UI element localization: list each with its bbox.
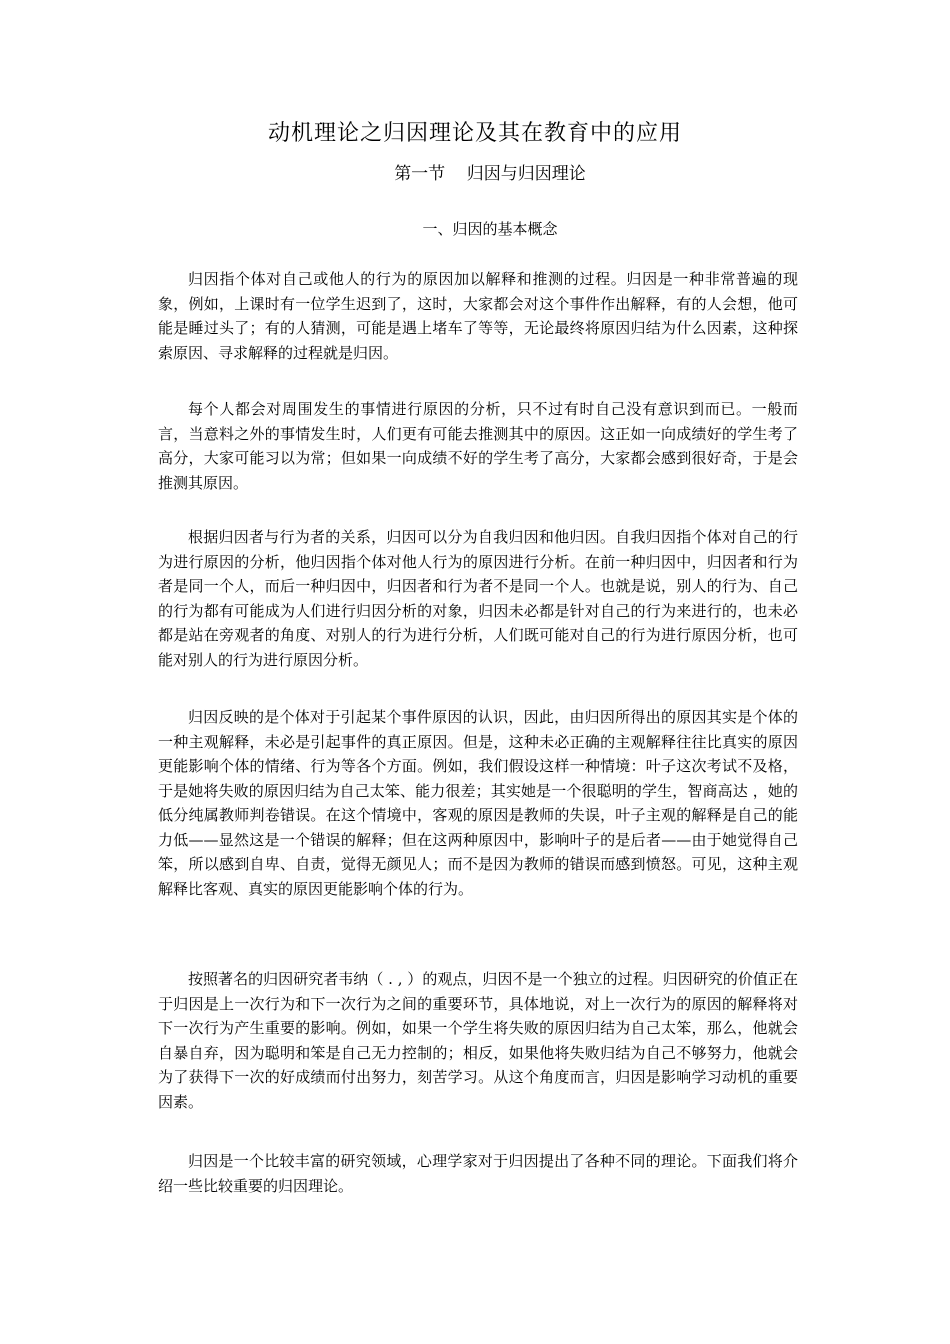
- paragraph-2: 每个人都会对周围发生的事情进行原因的分析，只不过有时自己没有意识到而已。一般而言，当意料之外的事情发生时，人们更有可能去推测其中的原因。这正如一向成绩好的学生考了高分，大家可能习以为常；但如果一向成绩不好的学生考了高分，大家都会感到很好奇，于是会推测其原因。: [158, 400, 798, 492]
- paragraph-6: 归因是一个比较丰富的研究领域，心理学家对于归因提出了各种不同的理论。下面我们将介绍一些比较重要的归因理论。: [158, 1152, 798, 1195]
- paragraph-4: 归因反映的是个体对于引起某个事件原因的认识，因此，由归因所得出的原因其实是个体的一种主观解释，未必是引起事件的真正原因。但是，这种未必正确的主观解释往往比真实的原因更能影响个体的情绪、行为等各个方面。例如，我们假设这样一种情境：叶子这次考试不及格，于是她将失败的原因归结为自己太笨、能力很差；其实她是一个很聪明的学生，智商高达 ，她的低分纯属教师判卷错误。在这个情境中，客观的原因是教师的失误，叶子主观的解释是自己的能力低——显然这是一个错误的解释；但在这两种原因中，影响叶子的是后者——由于她觉得自己笨，所以感到自卑、自责，觉得无颜见人；而不是因为教师的错误而感到愤怒。可见，这种主观解释比客观、真实的原因更能影响个体的行为。: [158, 708, 798, 898]
- paragraph-3: 根据归因者与行为者的关系，归因可以分为自我归因和他归因。自我归因指个体对自己的行为进行原因的分析，他归因指个体对他人行为的原因进行分析。在前一种归因中，归因者和行为者是同一个人，而后一种归因中，归因者和行为者不是同一个人。也就是说，别人的行为、自己的行为都有可能成为人们进行归因分析的对象，归因未必都是针对自己的行为来进行的，也未必都是站在旁观者的角度、对别人的行为进行分析，人们既可能对自己的行为进行原因分析，也可能对别人的行为进行原因分析。: [158, 528, 798, 669]
- document-title: 动机理论之归因理论及其在教育中的应用: [267, 121, 682, 146]
- paragraph-1: 归因指个体对自己或他人的行为的原因加以解释和推测的过程。归因是一种非常普遍的现象，例如，上课时有一位学生迟到了，这时，大家都会对这个事件作出解释，有的人会想，他可能是睡过头了；有的人猜测，可能是遇上堵车了等等，无论最终将原因归结为什么因素，这种探索原因、寻求解释的过程就是归因。: [158, 270, 798, 362]
- section-title: 第一节 归因与归因理论: [394, 164, 586, 184]
- paragraph-5: 按照著名的归因研究者韦纳（ . , ）的观点，归因不是一个独立的过程。归因研究的价值正在于归因是上一次行为和下一次行为之间的重要环节，具体地说，对上一次行为的原因的解释将对下一次行为产生重要的影响。例如，如果一个学生将失败的原因归结为自己太笨，那么，他就会自暴自弃，因为聪明和笨是自己无力控制的；相反，如果他将失败归结为自己不够努力，他就会为了获得下一次的好成绩而付出努力，刻苦学习。从这个角度而言，归因是影响学习动机的重要因素。: [158, 970, 798, 1111]
- subsection-title: 一、归因的基本概念: [422, 220, 558, 238]
